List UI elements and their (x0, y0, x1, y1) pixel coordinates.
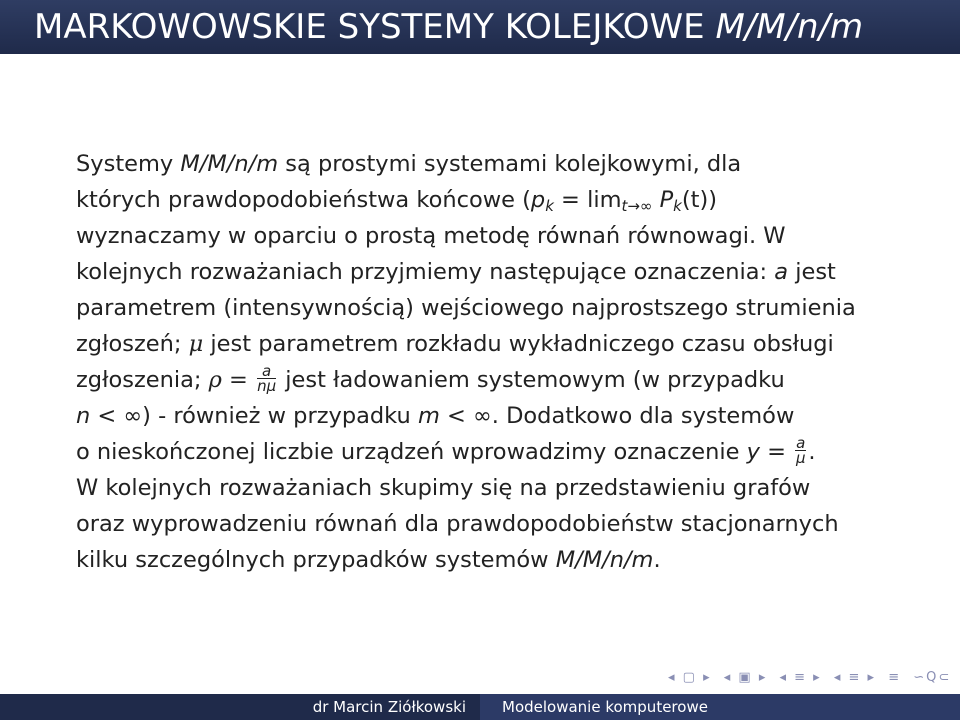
text-line-12: kilku szczególnych przypadków systemów M/M/n/m. (76, 547, 661, 573)
beamer-navigation (668, 670, 957, 690)
text-line-6: zgłoszeń; μ jest parametrem rozkładu wykładniczego czasu obsługi (76, 331, 834, 357)
nav-search-icon[interactable]: ∽Q⊂ (913, 670, 952, 685)
nav-document-icon[interactable]: ◂ ≡ ▸ (833, 670, 877, 685)
footer-course: Modelowanie komputerowe (480, 694, 960, 720)
title-model: M/M/n/m (715, 7, 864, 47)
nav-frame-icon[interactable]: ◂ ▢ ▸ (668, 670, 712, 685)
text-line-11: oraz wyprowadzeniu równań dla prawdopodobieństw stacjonarnych (76, 511, 839, 537)
nav-subsection-icon[interactable]: ◂ ▣ ▸ (723, 670, 768, 685)
nav-menu-icon[interactable]: ≡ (888, 670, 902, 685)
slide-body (76, 146, 896, 578)
text-line-8: n < ∞) - również w przypadku m < ∞. Dodatkowo dla systemów (76, 403, 795, 429)
fraction-rho: $\frac{a}{n\mu}$ (257, 362, 277, 395)
text-line-1: Systemy M/M/n/m są prostymi systemami kolejkowymi, dla (76, 151, 742, 177)
title-text: MARKOWOWSKIE SYSTEMY KOLEJKOWE (34, 7, 716, 47)
text-line-10: W kolejnych rozważaniach skupimy się na przedstawieniu grafów (76, 475, 811, 501)
text-line-5: parametrem (intensywnością) wejściowego najprostszego strumienia (76, 295, 856, 321)
text-line-3: wyznaczamy w oparciu o prostą metodę równań równowagi. W (76, 223, 786, 249)
slide-title (0, 0, 960, 54)
fraction-y: $\frac{a}{\mu}$ (795, 434, 806, 467)
text-line-2: których prawdopodobieństwa końcowe $(p_k = \lim_{t\to\infty} P_k(t))$ (76, 187, 718, 215)
footer (0, 694, 960, 720)
text-line-4: kolejnych rozważaniach przyjmiemy następujące oznaczenia: a jest (76, 259, 836, 285)
text-line-9: o nieskończonej liczbie urządzeń wprowadzimy oznaczenie y = $\frac{a}{\mu}$ . (76, 434, 816, 467)
nav-section-icon[interactable]: ◂ ≡ ▸ (779, 670, 822, 685)
text-line-7: zgłoszenia; ρ = $\frac{a}{n\mu}$ jest ładowaniem systemowym (w przypadku (76, 362, 785, 395)
footer-author: dr Marcin Ziółkowski (0, 694, 480, 720)
